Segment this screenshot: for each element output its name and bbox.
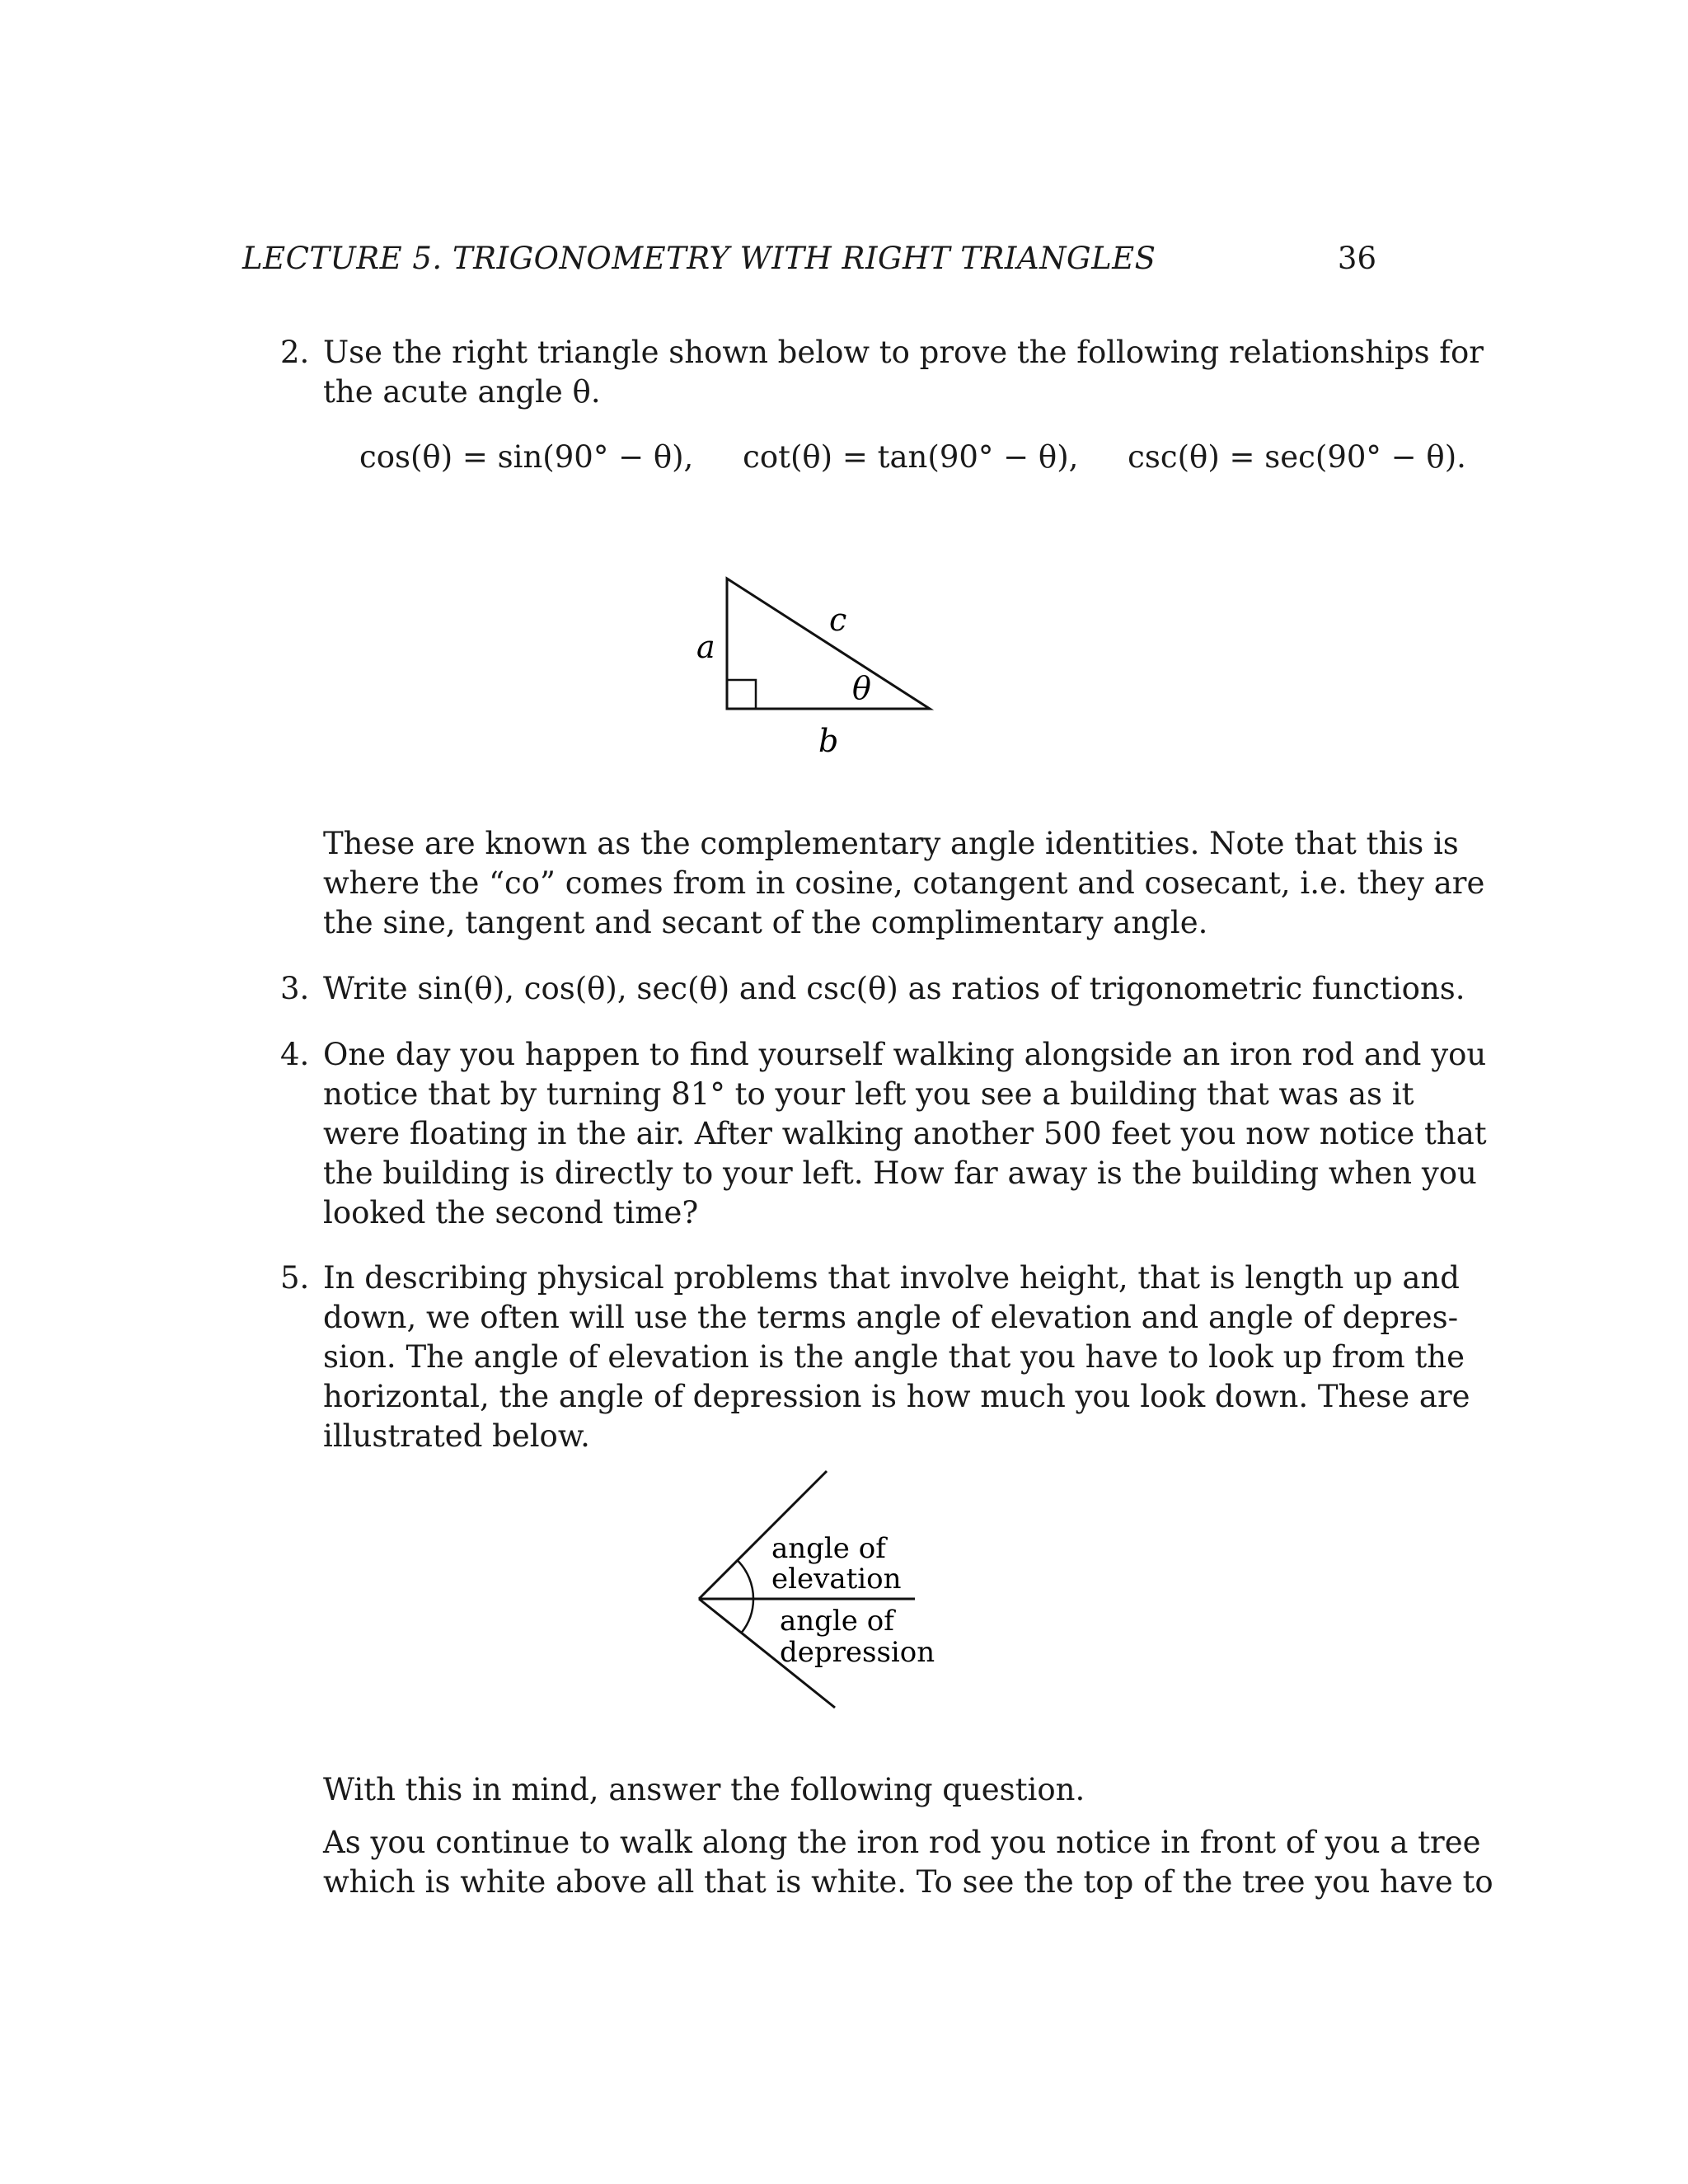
item-4-line-4: the building is directly to your left. How far away is the building when you — [323, 1155, 1477, 1191]
explanation-line-3: the sine, tangent and secant of the complimentary angle. — [323, 905, 1208, 940]
item-3-text — [323, 969, 1465, 1009]
item-2-text — [323, 333, 1484, 412]
page-number: 36 — [1337, 241, 1376, 276]
item-5-question — [323, 1823, 1493, 1902]
question-line-1: As you continue to walk along the iron rod you notice in front of you a tree — [323, 1825, 1481, 1860]
complementary-identities-equation — [359, 439, 1466, 475]
right-angle-marker — [727, 680, 756, 709]
item-4-line-1: One day you happen to find yourself walking alongside an iron rod and you — [323, 1037, 1487, 1072]
item-number-4: 4. — [280, 1037, 310, 1072]
depression-angle-arc — [742, 1599, 754, 1633]
equation-csc: csc(θ) = sec(90° − θ). — [1128, 439, 1466, 475]
item-2-line-1: Use the right triangle shown below to prove the following relationships for — [323, 335, 1484, 370]
depression-label-line-2: depression — [780, 1636, 935, 1669]
item-3-line-1: Write sin(θ), cos(θ), sec(θ) and csc(θ) as ratios of trigonometric functions. — [323, 971, 1465, 1006]
item-number-5: 5. — [280, 1260, 310, 1296]
explanation-line-2: where the “co” comes from in cosine, cotangent and cosecant, i.e. they are — [323, 865, 1485, 901]
item-5-line-1: In describing physical problems that involve height, that is length up and — [323, 1260, 1460, 1296]
right-triangle-diagram — [676, 569, 948, 766]
item-2-explanation — [323, 824, 1485, 943]
elevation-label-line-2: elevation — [771, 1563, 902, 1596]
item-number-3: 3. — [280, 971, 310, 1006]
item-4-line-3: were floating in the air. After walking another 500 feet you now notice that — [323, 1116, 1487, 1151]
running-header-title: LECTURE 5. TRIGONOMETRY WITH RIGHT TRIANGLES — [242, 241, 1156, 276]
item-2-line-2: the acute angle θ. — [323, 374, 601, 410]
side-label-a: a — [696, 629, 715, 665]
side-label-b: b — [818, 723, 839, 759]
item-5-text — [323, 1258, 1470, 1456]
item-5-transition — [323, 1770, 1376, 1810]
item-5-line-3: sion. The angle of elevation is the angle that you have to look up from the — [323, 1339, 1465, 1375]
item-number-2: 2. — [280, 335, 310, 370]
transition-line: With this in mind, answer the following question. — [323, 1772, 1085, 1807]
explanation-line-1: These are known as the complementary angle identities. Note that this is — [323, 826, 1459, 861]
item-4-text — [323, 1035, 1487, 1233]
side-label-c: c — [829, 602, 847, 638]
question-line-2: which is white above all that is white. To see the top of the tree you have to — [323, 1864, 1493, 1900]
item-5-line-5: illustrated below. — [323, 1418, 590, 1454]
item-4-line-2: notice that by turning 81° to your left you see a building that was as it — [323, 1076, 1414, 1112]
depression-label-line-1: angle of — [780, 1605, 894, 1638]
triangle-outline — [727, 579, 930, 709]
item-5-line-4: horizontal, the angle of depression is how much you look down. These are — [323, 1379, 1470, 1414]
elevation-angle-arc — [738, 1560, 753, 1599]
item-5-line-2: down, we often will use the terms angle of elevation and angle of depres- — [323, 1300, 1459, 1335]
angle-label-theta: θ — [852, 670, 871, 706]
equation-cot: cot(θ) = tan(90° − θ), — [743, 439, 1079, 475]
elevation-depression-diagram — [692, 1467, 940, 1722]
item-4-line-5: looked the second time? — [323, 1195, 699, 1230]
equation-cos: cos(θ) = sin(90° − θ), — [359, 439, 694, 475]
elevation-label-line-1: angle of — [771, 1532, 886, 1565]
